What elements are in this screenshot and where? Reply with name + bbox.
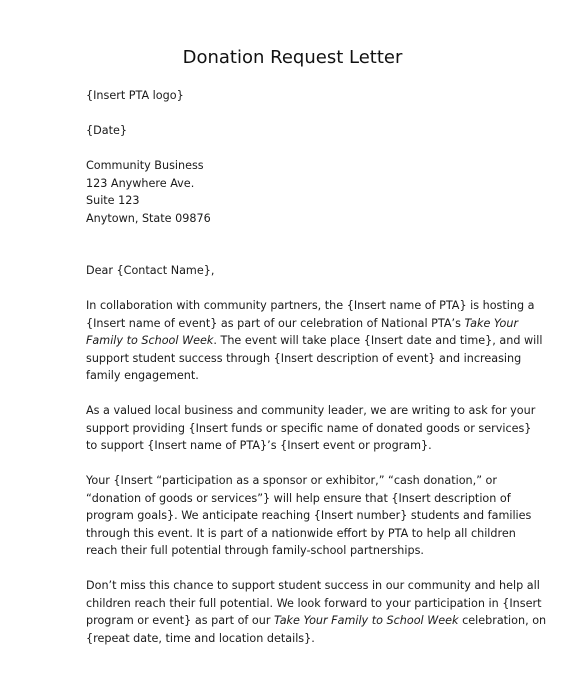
date-placeholder: {Date} [86,124,127,137]
recipient-line: Community Business [86,159,204,172]
text-run: . The event will take place {Insert date and time}, and will [213,334,543,347]
paragraph-line: through this event. It is part of a nationwide effort by PTA to help all children [86,526,516,540]
paragraph-line: support providing {Insert funds or specific name of donated goods or services} [86,421,532,435]
text-run: celebration, on [458,614,547,627]
paragraph-line: reach their full potential through family-school partnerships. [86,544,424,557]
paragraph-line: “donation of goods or services”} will help ensure that {Insert description of [86,491,511,505]
recipient-address [86,157,496,227]
recipient-line: 123 Anywhere Ave. [86,176,195,190]
italic-text-run: Take Your Family to School Week [274,614,459,627]
paragraph-line: children reach their full potential. We look forward to your participation in {Insert [86,596,542,610]
paragraph-line: support student success through {Insert description of event} and increasing [86,351,522,365]
paragraph [86,297,543,385]
recipient-line: Anytown, State 09876 [86,211,211,225]
paragraph [86,577,547,647]
text-run: {Insert name of event} as part of our celebration of National PTA’s [86,316,465,330]
paragraph-line: {repeat date, time and location details}. [86,631,315,645]
italic-text-run: Take Your [464,316,519,330]
paragraph-line [86,332,543,350]
paragraph [86,402,536,455]
paragraph-line [86,315,519,333]
logo-placeholder: {Insert PTA logo} [86,89,184,102]
letter-body [86,87,547,647]
page-title: Donation Request Letter [182,47,403,68]
paragraph-line: In collaboration with community partners, the {Insert name of PTA} is hosting a [86,299,535,312]
paragraph-line: program goals}. We anticipate reaching {Insert number} students and families [86,509,532,522]
recipient-line: Suite 123 [86,194,140,207]
italic-text-run: Family to School Week [86,334,214,347]
paragraph [86,472,532,560]
paragraph-line: Don’t miss this chance to support student success in our community and help all [86,579,540,592]
text-run: program or event} as part of our [86,614,275,627]
paragraph-line: Your {Insert “participation as a sponsor or exhibitor,” “cash donation,” or [86,474,498,487]
paragraph-line: family engagement. [86,369,199,382]
salutation: Dear {Contact Name}, [86,264,215,277]
paragraph-line: to support {Insert name of PTA}’s {Insert event or program}. [86,439,432,452]
paragraph-line [86,612,547,630]
paragraph-line: As a valued local business and community leader, we are writing to ask for your [86,404,536,417]
